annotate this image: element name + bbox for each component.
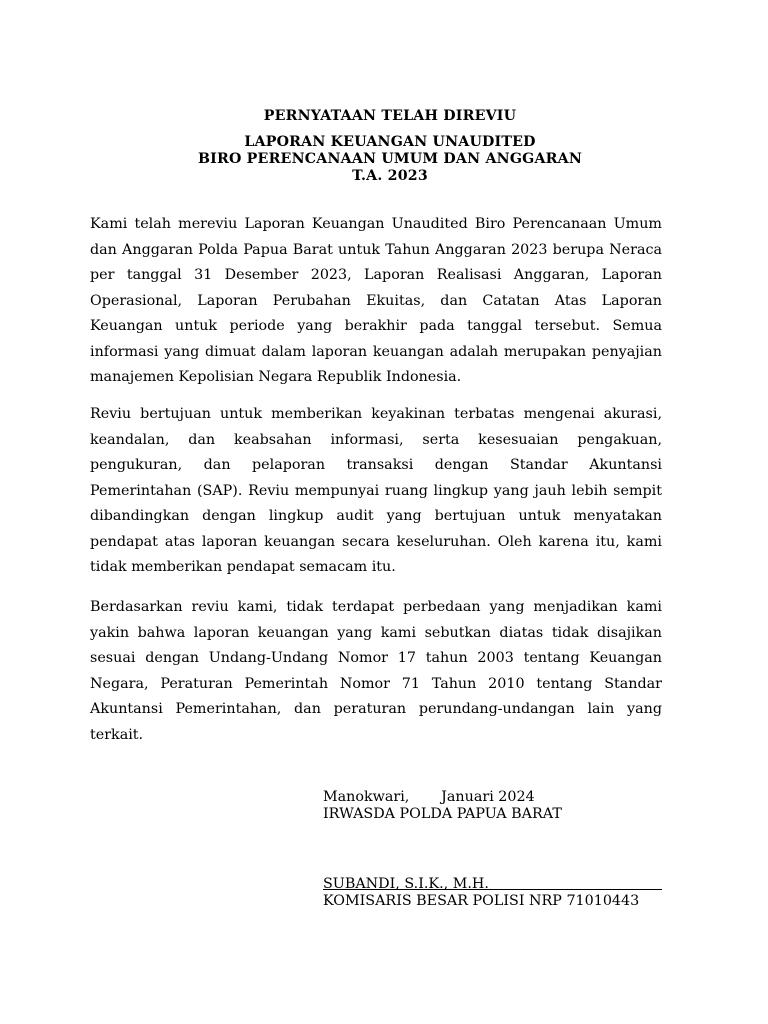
signatory-name: SUBANDI, S.I.K., M.H. [323, 876, 489, 892]
signatory-rank: KOMISARIS BESAR POLISI NRP 71010443 [323, 893, 640, 909]
paragraph-review-scope: Kami telah mereviu Laporan Keuangan Unaudited Biro Perencanaan Umum dan Anggaran Polda Papua Barat untuk Tahun Anggaran 2023 berupa Neraca per tanggal 31 Desember 2023, Laporan Realisasi Anggaran, Laporan Operasional, Laporan Perubahan Ekuitas, dan Catatan Atas Laporan Keuangan untuk periode yang berakhir pada tanggal tersebut. Semua informasi yang dimuat dalam laporan keuangan adalah merupakan penyajian manajemen Kepolisian Negara Republik Indonesia. [90, 216, 662, 385]
signature-underline [323, 889, 662, 890]
bureau-name: BIRO PERENCANAAN UMUM DAN ANGGARAN [197, 151, 583, 167]
signature-organization: IRWASDA POLDA PAPUA BARAT [323, 806, 562, 822]
paragraph-review-purpose: Reviu bertujuan untuk memberikan keyakinan terbatas mengenai akurasi, keandalan, dan keabsahan informasi, serta kesesuaian pengakuan, pengukuran, dan pelaporan transaksi dengan Standar Akuntansi Pemerintahan (SAP). Reviu mempunyai ruang lingkup yang jauh lebih sempit dibandingkan dengan lingkup audit yang bertujuan untuk menyatakan pendapat atas laporan keuangan secara keseluruhan. Oleh karena itu, kami tidak memberikan pendapat semacam itu. [90, 406, 662, 575]
fiscal-year: T.A. 2023 [352, 168, 428, 184]
document-title: PERNYATAAN TELAH DIREVIU [263, 108, 517, 124]
report-title: LAPORAN KEUANGAN UNAUDITED [244, 134, 536, 150]
paragraph-review-conclusion: Berdasarkan reviu kami, tidak terdapat perbedaan yang menjadikan kami yakin bahwa laporan keuangan yang kami sebutkan diatas tidak disajikan sesuai dengan Undang-Undang Nomor 17 tahun 2003 tentang Keuangan Negara, Peraturan Pemerintah Nomor 71 Tahun 2010 tentang Standar Akuntansi Pemerintahan, dan peraturan perundang-undangan lain yang terkait. [90, 599, 662, 743]
signature-place-date: Manokwari, Januari 2024 [323, 789, 535, 805]
